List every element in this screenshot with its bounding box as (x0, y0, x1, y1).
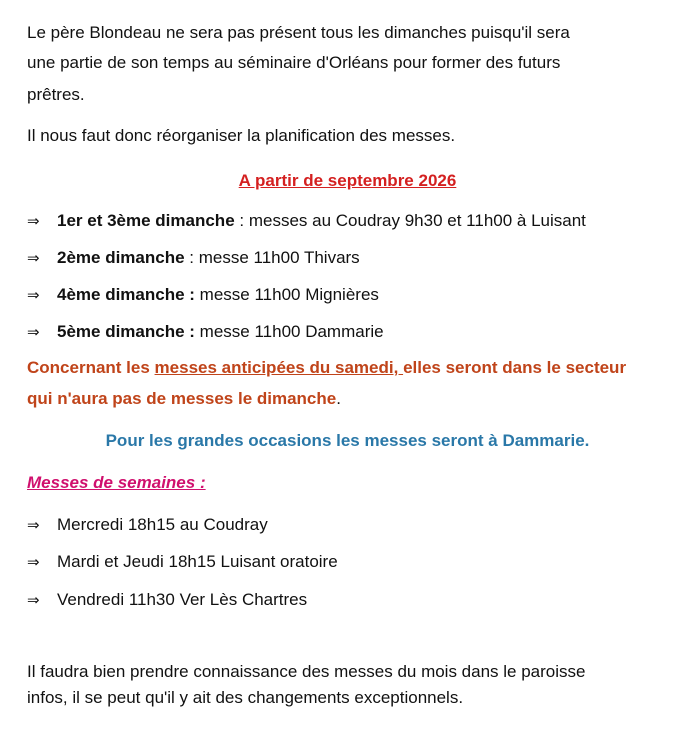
saturday-note-text: elles seront dans le secteur (403, 358, 627, 377)
weekday-heading-text: Messes de semaines : (27, 473, 206, 492)
arrow-icon: ⇒ (27, 323, 40, 341)
sunday-label: 1er et 3ème dimanche (57, 211, 235, 230)
weekday-item (27, 589, 307, 611)
sunday-detail: : messe 11h00 Thivars (184, 248, 360, 267)
saturday-note-text: qui n'aura pas de messes le dimanche (27, 389, 337, 408)
weekday-item (27, 551, 338, 573)
arrow-icon: ⇒ (27, 516, 40, 534)
weekday-heading (27, 472, 206, 494)
saturday-note-line-1 (27, 357, 626, 379)
sunday-detail: messe 11h00 Dammarie (194, 322, 384, 341)
arrow-icon: ⇒ (27, 286, 40, 304)
weekday-text: Vendredi 11h30 Ver Lès Chartres (57, 590, 308, 609)
intro-line-2: une partie de son temps au séminaire d'Orléans pour former des futurs (27, 53, 561, 72)
sunday-label: 5ème dimanche : (57, 322, 195, 341)
saturday-note-text: Concernant les (27, 358, 155, 377)
arrow-icon: ⇒ (27, 553, 40, 571)
sunday-label: 4ème dimanche : (57, 285, 195, 304)
special-occasions-note: Pour les grandes occasions les messes seront à Dammarie. (105, 431, 590, 450)
sunday-item (27, 284, 379, 306)
saturday-note-line-2 (27, 388, 341, 410)
schedule-heading (0, 170, 695, 192)
closing-line-2: infos, il se peut qu'il y ait des changements exceptionnels. (27, 688, 464, 707)
sunday-item (27, 210, 586, 232)
sunday-item (27, 247, 360, 269)
saturday-note-underlined: messes anticipées du samedi, (154, 358, 404, 377)
intro-line-4: Il nous faut donc réorganiser la planification des messes. (27, 126, 456, 145)
sunday-label: 2ème dimanche (57, 248, 185, 267)
schedule-heading-text: A partir de septembre 2026 (238, 171, 457, 190)
sunday-item (27, 321, 384, 343)
sunday-detail: messe 11h00 Mignières (194, 285, 379, 304)
arrow-icon: ⇒ (27, 212, 40, 230)
arrow-icon: ⇒ (27, 591, 40, 609)
closing-line-1: Il faudra bien prendre connaissance des messes du mois dans le paroisse (27, 662, 586, 681)
weekday-text: Mardi et Jeudi 18h15 Luisant oratoire (57, 552, 338, 571)
intro-line-1: Le père Blondeau ne sera pas présent tous les dimanches puisqu'il sera (27, 23, 570, 42)
saturday-note-period: . (336, 389, 341, 408)
intro-line-3: prêtres. (27, 85, 85, 104)
arrow-icon: ⇒ (27, 249, 40, 267)
weekday-text: Mercredi 18h15 au Coudray (57, 515, 268, 534)
sunday-detail: : messes au Coudray 9h30 et 11h00 à Luisant (234, 211, 586, 230)
weekday-item (27, 514, 268, 536)
